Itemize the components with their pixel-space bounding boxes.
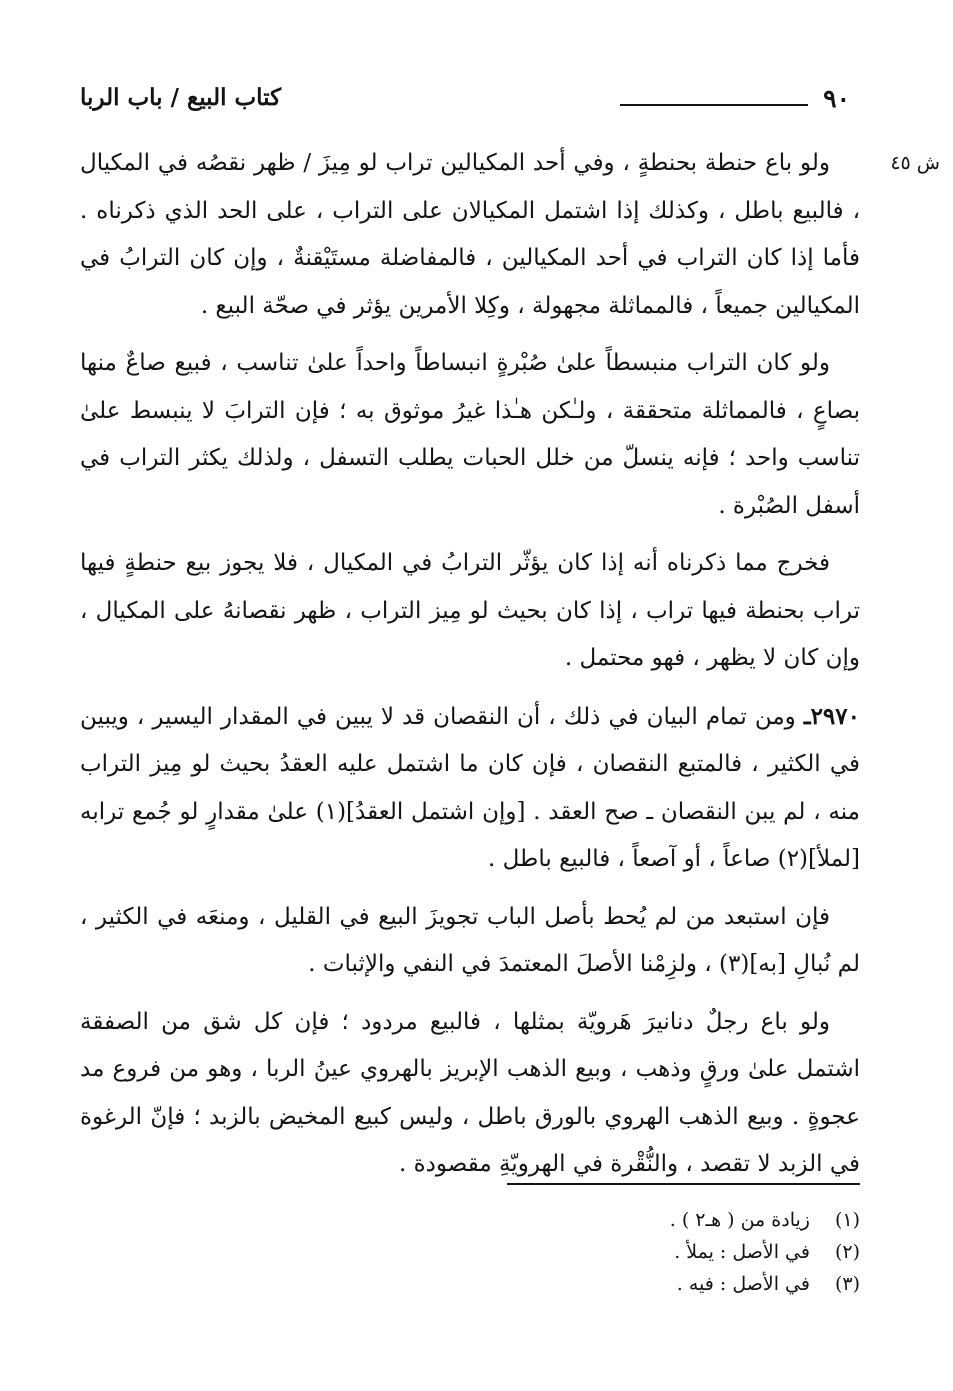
- footnote-text: في الأصل : يملأ .: [674, 1241, 810, 1263]
- footnote-number: (٢): [834, 1241, 860, 1263]
- footnote-2: [300, 1236, 860, 1268]
- paragraph-5: فإن استبعد من لم يُحط بأصل الباب تجويزَ البيع في القليل ، ومنعَه في الكثير ، لم نُبالِ [به](٣) ، ولزِمْنا الأصلَ المعتمدَ في النفي والإثبات .: [80, 903, 860, 977]
- footnote-text: في الأصل : فيه .: [676, 1273, 810, 1295]
- footnote-text: زيادة من ( هـ٢ ) .: [669, 1209, 810, 1231]
- paragraph-4-text: ومن تمام البيان في ذلك ، أن النقصان قد لا يبين في المقدار اليسير ، ويبين في الكثير ، فالمتبع النقصان ، فإن كان ما اشتمل عليه العقدُ بحيث لو مِيز التراب منه ، لم يبن النقصان ـ صح العقد . [وإن اشتمل العقدُ](١) علىٰ مقدارٍ لو جُمع ترابه [لملأ](٢) صاعاً ، أو آصعاً ، فالبيع باطل .: [80, 703, 860, 872]
- running-title: كتاب البيع / باب الربا: [80, 84, 282, 111]
- footnote-3: [300, 1268, 860, 1300]
- header-rule: [620, 104, 808, 106]
- footnote-rule: [507, 1183, 860, 1185]
- paragraph-3: فخرج مما ذكرناه أنه إذا كان يؤثّر الترابُ في المكيال ، فلا يجوز بيع حنطةٍ فيها تراب بحنطة فيها تراب ، إذا كان بحيث لو مِيز التراب ، ظهر نقصانهُ على المكيال ، وإن كان لا يظهر ، فهو محتمل .: [80, 550, 860, 671]
- paragraph-1: ولو باع حنطة بحنطةٍ ، وفي أحد المكيالين تراب لو مِيزَ / ظهر نقصُه في المكيال ، فالبيع باطل ، وكذلك إذا اشتمل المكيالان على التراب ، على الحد الذي ذكرناه . فأما إذا كان التراب في أحد المكيالين ، فالمفاضلة مستَيْقنةٌ ، وإن كان الترابُ في المكيالين جميعاً ، فالمماثلة مجهولة ، وكِلا الأمرين يؤثر في صحّة البيع .: [80, 150, 860, 319]
- main-text: [80, 140, 860, 1199]
- footnote-1: [300, 1204, 860, 1236]
- paragraph-4: [80, 693, 860, 884]
- paragraph-6: ولو باع رجلٌ دنانيرَ هَرويّة بمثلها ، فالبيع مردود ؛ فإن كل شق من الصفقة اشتمل علىٰ ورقٍ وذهب ، وبيع الذهب الإبريز بالهروي عينُ الربا ، وهو من فروع مد عجوةٍ . وبيع الذهب الهروي بالورق باطل ، وليس كبيع المخيض بالزبد ؛ فإنّ الرغوة في الزبد لا تقصد ، والنُّقْرة في الهرويّةِ مقصودة .: [80, 1008, 860, 1177]
- paragraph-2: ولو كان التراب منبسطاً علىٰ صُبْرةٍ انبساطاً واحداً علىٰ تناسب ، فبيع صاعٌ منها بصاعٍ ، فالمماثلة متحققة ، ولـٰكن هـٰذا غيرُ موثوق به ؛ فإن الترابَ لا ينبسط علىٰ تناسب واحد ؛ فإنه ينسلّ من خلل الحبات يطلب التسفل ، ولذلك يكثر التراب في أسفل الصُبْرة .: [80, 350, 860, 519]
- footnote-number: (١): [834, 1209, 860, 1231]
- margin-note: ش ٤٥: [890, 152, 940, 174]
- page-header: [80, 84, 850, 124]
- entry-number: ٢٩٧٠ـ: [803, 702, 860, 730]
- footnote-number: (٣): [834, 1273, 860, 1295]
- footnotes: [300, 1204, 860, 1300]
- page-number: ٩٠: [823, 84, 850, 113]
